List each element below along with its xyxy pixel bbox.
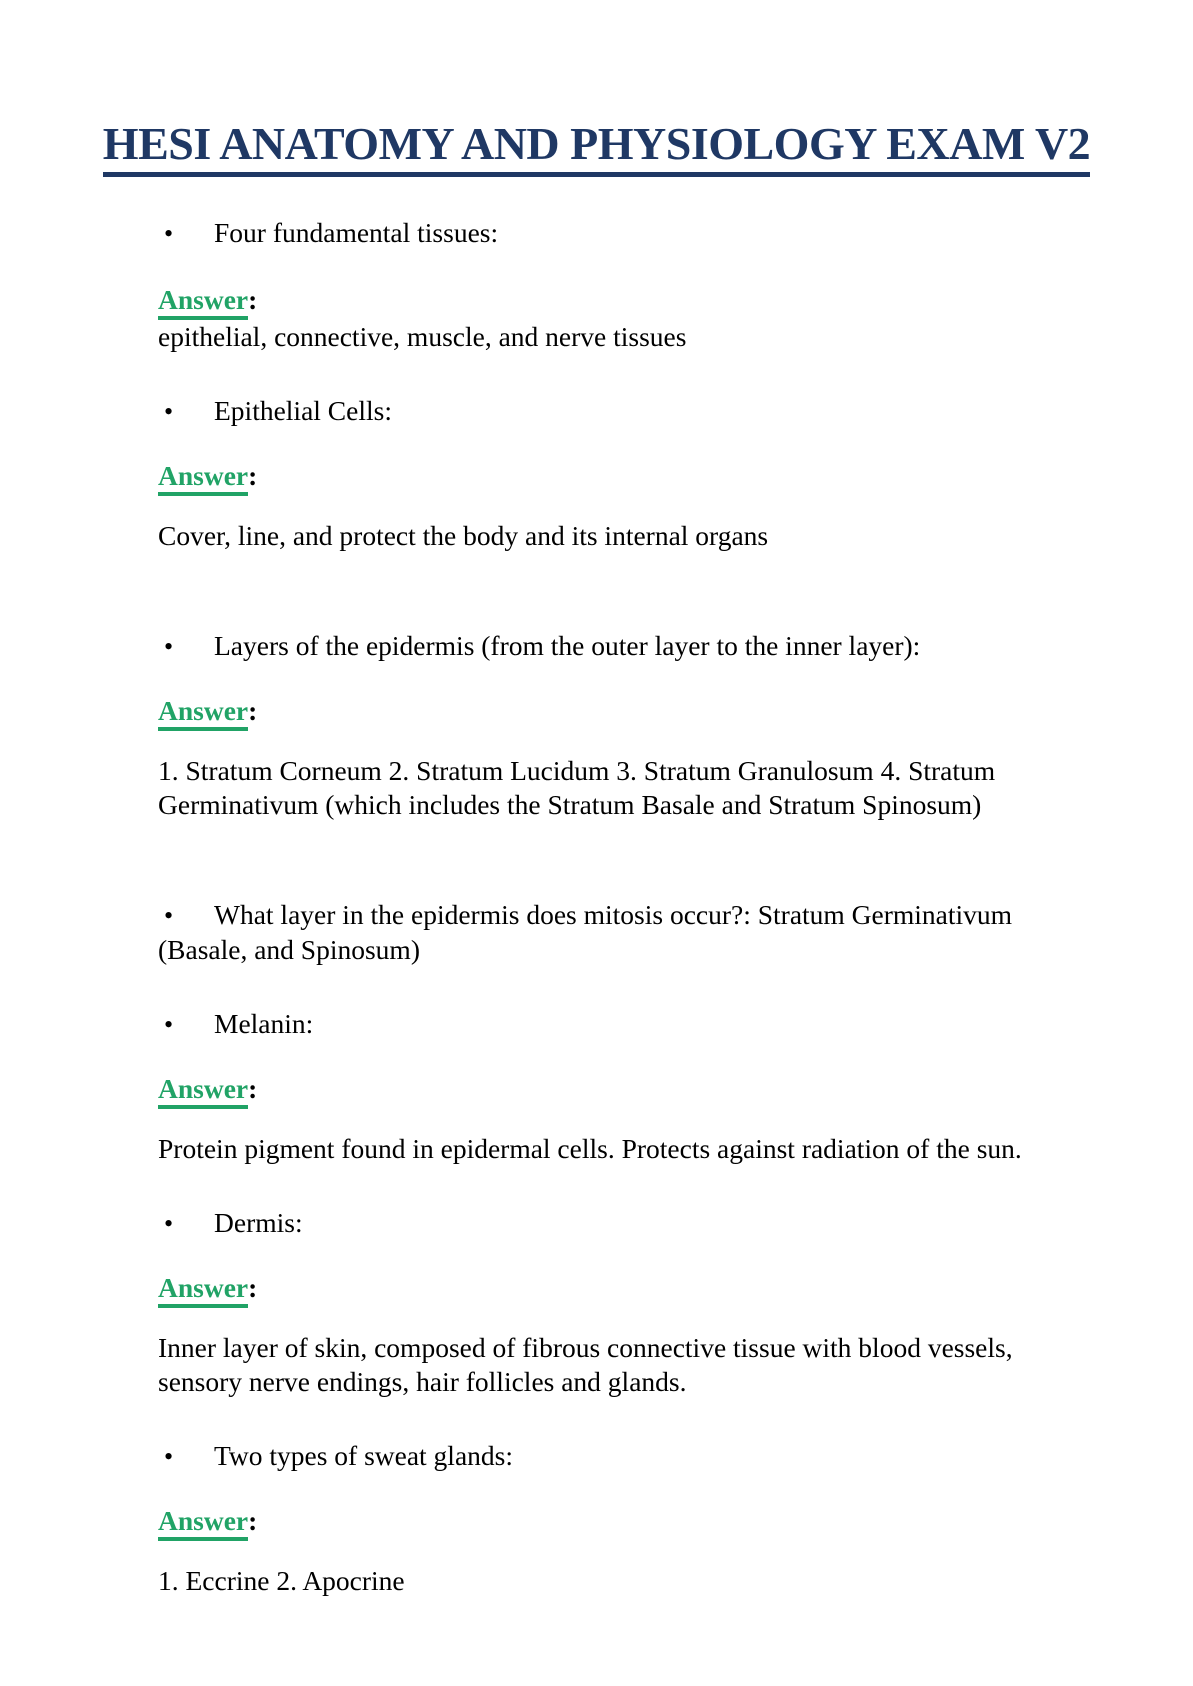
- question-text: Epithelial Cells:: [214, 395, 392, 426]
- answer-label: [158, 694, 1083, 728]
- question: [158, 1007, 1083, 1042]
- answer-label: [158, 1271, 1083, 1305]
- page-title: [0, 0, 1193, 170]
- answer-text: Inner layer of skin, composed of fibrous connective tissue with blood vessels, sensory nerve endings, hair follicles and glands.: [158, 1332, 1013, 1397]
- question: [158, 1206, 1083, 1241]
- answer-text: Cover, line, and protect the body and its internal organs: [158, 520, 769, 551]
- bullet-icon: •: [164, 632, 174, 661]
- qa-item: [158, 1007, 1083, 1166]
- answer-label-word: Answer: [158, 284, 248, 320]
- bullet-icon: •: [164, 397, 174, 426]
- answer-text: Protein pigment found in epidermal cells. Protects against radiation of the sun.: [158, 1133, 1022, 1164]
- qa-list: [0, 216, 1083, 1598]
- qa-item: [158, 1439, 1083, 1598]
- answer-label-colon: :: [248, 284, 258, 315]
- answer-label-word: Answer: [158, 1505, 248, 1541]
- answer-label-colon: :: [248, 1272, 258, 1303]
- question-text: What layer in the epidermis does mitosis occur?: Stratum Germinativum (Basale, and Spinosum): [158, 899, 1013, 965]
- question-text: Four fundamental tissues:: [214, 217, 499, 248]
- bullet-icon: •: [164, 219, 174, 248]
- bullet-icon: •: [164, 1209, 174, 1238]
- answer-label-colon: :: [248, 460, 258, 491]
- qa-item: [158, 1206, 1083, 1399]
- answer-label-word: Answer: [158, 1073, 248, 1109]
- question-text: Two types of sweat glands:: [214, 1440, 513, 1471]
- answer-label-colon: :: [248, 1073, 258, 1104]
- answer-label-colon: :: [248, 1505, 258, 1536]
- answer-label: [158, 459, 1083, 493]
- answer-label-word: Answer: [158, 460, 248, 496]
- answer-label-colon: :: [248, 695, 258, 726]
- qa-item: [158, 898, 1083, 967]
- question-text: Layers of the epidermis (from the outer layer to the inner layer):: [214, 630, 921, 661]
- answer-text: epithelial, connective, muscle, and nerve tissues: [158, 321, 687, 352]
- question: [158, 1439, 1083, 1474]
- answer-text: 1. Eccrine 2. Apocrine: [158, 1565, 405, 1596]
- qa-item: [158, 394, 1083, 553]
- question-text: Melanin:: [214, 1008, 314, 1039]
- question: [158, 216, 1083, 251]
- qa-item: [158, 216, 1083, 354]
- question: [158, 394, 1083, 429]
- question: [158, 898, 1083, 967]
- qa-item: [158, 629, 1083, 822]
- question-text: Dermis:: [214, 1207, 303, 1238]
- answer-label: [158, 1072, 1083, 1106]
- answer-label: [158, 1504, 1083, 1538]
- page-title-text: HESI ANATOMY AND PHYSIOLOGY EXAM V2: [103, 118, 1090, 177]
- answer-label-word: Answer: [158, 695, 248, 731]
- bullet-icon: •: [164, 1010, 174, 1039]
- answer-text: 1. Stratum Corneum 2. Stratum Lucidum 3. Stratum Granulosum 4. Stratum Germinativum (which includes the Stratum Basale and Stratum Spinosum): [158, 755, 996, 820]
- bullet-icon: •: [164, 1442, 174, 1471]
- answer-label-word: Answer: [158, 1272, 248, 1308]
- question: [158, 629, 1083, 664]
- answer-label: [158, 283, 1083, 317]
- bullet-icon: •: [164, 901, 174, 930]
